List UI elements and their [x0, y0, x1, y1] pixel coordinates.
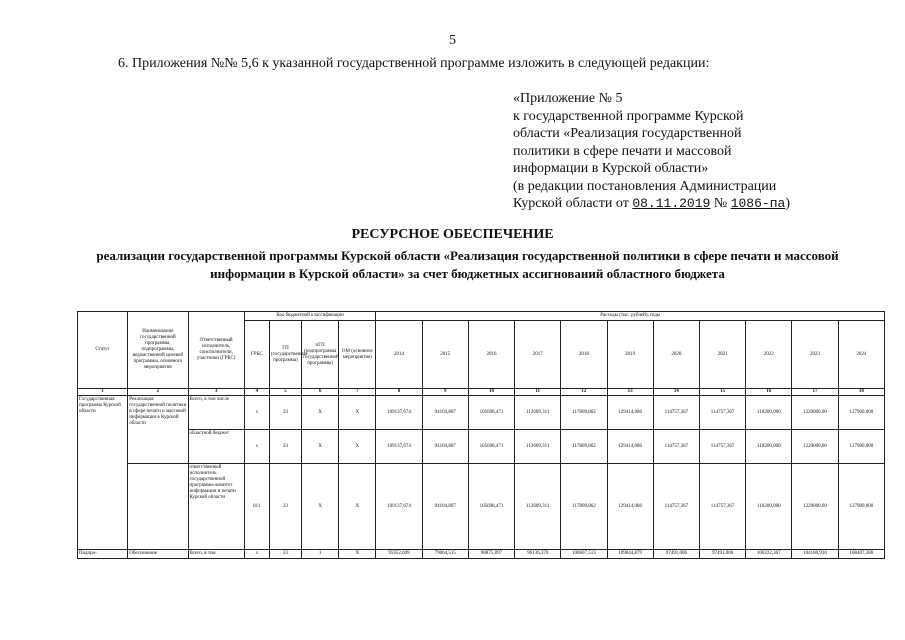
- header-expenses: Расходы (тыс. рублей), годы: [376, 312, 885, 321]
- cell-value: 105698,471: [468, 464, 514, 550]
- cell-value: 129414,086: [607, 464, 653, 550]
- column-number: 8: [376, 389, 422, 396]
- cell-value: 104180,910: [792, 550, 838, 559]
- cell-value: 97491,006: [699, 550, 745, 559]
- header-budget-code: Код бюджетной классификации: [244, 312, 376, 321]
- year-header: 2015: [422, 321, 468, 389]
- table-row: [78, 396, 885, 430]
- cell-value: 1229000,00: [792, 396, 838, 430]
- cell-gp: 23: [269, 464, 301, 550]
- cell-value: 112609,311: [515, 464, 561, 550]
- cell-value: 94104,807: [422, 430, 468, 464]
- cell-responsible: ответственный исполнитель государственной программы-комитет информации и печати Курской области: [188, 464, 244, 550]
- year-header: 2018: [561, 321, 607, 389]
- cell-value: 112609,311: [515, 396, 561, 430]
- column-number: 5: [269, 389, 301, 396]
- cell-grbs: х: [244, 396, 269, 430]
- annex-date: 08.11.2019: [632, 196, 711, 211]
- annex-number-prefix: №: [710, 196, 731, 211]
- document-title: РЕСУРСНОЕ ОБЕСПЕЧЕНИЕ: [351, 227, 554, 242]
- annex-line-2: к государственной программе Курской: [513, 108, 744, 124]
- year-header: 2017: [515, 321, 561, 389]
- year-header: 2024: [838, 321, 884, 389]
- cell-value: 1229000,00: [792, 464, 838, 550]
- cell-value: 108407,380: [838, 550, 884, 559]
- annex-line-4: политики в сфере печати и массовой: [513, 143, 732, 159]
- cell-value: 109137,674: [376, 430, 422, 464]
- page-number: 5: [449, 33, 456, 48]
- column-number: 7: [339, 389, 376, 396]
- cell-value: 114757,367: [653, 396, 699, 430]
- cell-om: Х: [339, 396, 376, 430]
- annex-line-7: [513, 195, 843, 213]
- header-gp: ГП (государственная программа): [269, 321, 301, 389]
- cell-value: 129414,086: [607, 396, 653, 430]
- cell-value: 109137,674: [376, 396, 422, 430]
- cell-value: 112609,311: [515, 430, 561, 464]
- cell-value: 94104,807: [422, 396, 468, 430]
- cell-value: 96136,376: [515, 550, 561, 559]
- column-number: 6: [302, 389, 339, 396]
- column-number: 12: [561, 389, 607, 396]
- cell-gp: 23: [269, 430, 301, 464]
- table-row: [78, 464, 885, 550]
- column-number: 16: [746, 389, 792, 396]
- table-row: [78, 430, 885, 464]
- cell-pgp: Х: [302, 464, 339, 550]
- cell-value: 90875,897: [468, 550, 514, 559]
- cell-value: 79064,515: [422, 550, 468, 559]
- cell-pgp: Х: [302, 430, 339, 464]
- cell-grbs: х: [244, 550, 269, 559]
- cell-name: Реализация государственной политики в сфере печати и массовой информации в Курской области: [128, 396, 188, 464]
- document-subtitle: реализации государственной программы Курской области «Реализация государственной политики в сфере печати и массовой информации в Курской области» за счет бюджетных ассигнований областного бюджета: [96, 248, 839, 281]
- annex-line-7-prefix: Курской области от: [513, 196, 633, 211]
- year-header: 2021: [699, 321, 745, 389]
- cell-value: 1229000,00: [792, 430, 838, 464]
- cell-pgp: Х: [302, 396, 339, 430]
- annex-line-3: области «Реализация государственной: [513, 126, 742, 141]
- year-header: 2020: [653, 321, 699, 389]
- cell-value: 127900,000: [838, 464, 884, 550]
- header-status: Статус: [78, 312, 128, 389]
- cell-om: Х: [339, 430, 376, 464]
- cell-grbs: х: [244, 430, 269, 464]
- annex-close-paren: ): [785, 196, 790, 211]
- cell-status: Подпро-: [78, 550, 128, 559]
- cell-responsible: Всего, в том числе: [188, 396, 244, 430]
- cell-value: 118200,000: [746, 430, 792, 464]
- header-responsible: Ответственный исполнитель, соисполнители, участники (ГРБС): [188, 312, 244, 389]
- header-pgp: пГП (подпрограмма государственной программы): [302, 321, 339, 389]
- cell-value: 114757,367: [699, 464, 745, 550]
- cell-value: 127900,000: [838, 396, 884, 430]
- year-header: 2022: [746, 321, 792, 389]
- column-number: 2: [128, 389, 188, 396]
- column-number: 15: [699, 389, 745, 396]
- year-header: 2019: [607, 321, 653, 389]
- cell-value: 127900,000: [838, 430, 884, 464]
- annex-line-5: информации в Курской области»: [513, 161, 709, 176]
- column-number: 11: [515, 389, 561, 396]
- cell-value: 105698,471: [468, 396, 514, 430]
- annex-number: 1086-па: [730, 196, 786, 211]
- cell-value: 97491,006: [653, 550, 699, 559]
- cell-value: 129414,086: [607, 430, 653, 464]
- cell-status: Государственная программа Курской области: [78, 396, 128, 550]
- cell-value: 118200,000: [746, 396, 792, 430]
- column-number: 1: [78, 389, 128, 396]
- year-header: 2023: [792, 321, 838, 389]
- cell-name-empty: [128, 464, 188, 550]
- cell-responsible: областной бюджет: [188, 430, 244, 464]
- column-number: 14: [653, 389, 699, 396]
- cell-value: 114757,367: [699, 396, 745, 430]
- column-number: 3: [188, 389, 244, 396]
- header-name: Наименование государственной программы, подпрограммы, ведомственной целевой программы, основного мероприятия: [128, 312, 188, 389]
- cell-value: 117809,862: [561, 396, 607, 430]
- cell-pgp: 1: [302, 550, 339, 559]
- cell-value: 117809,862: [561, 464, 607, 550]
- cell-value: 100222,367: [746, 550, 792, 559]
- cell-value: 117809,862: [561, 430, 607, 464]
- cell-value: 118200,000: [746, 464, 792, 550]
- cell-gp: 23: [269, 550, 301, 559]
- column-number: 17: [792, 389, 838, 396]
- cell-name: Обеспечение: [128, 550, 188, 559]
- table-row: [78, 550, 885, 559]
- year-header: 2016: [468, 321, 514, 389]
- cell-value: 95952,699: [376, 550, 422, 559]
- cell-value: 114757,367: [653, 430, 699, 464]
- cell-value: 94104,807: [422, 464, 468, 550]
- cell-value: 114757,367: [699, 430, 745, 464]
- cell-value: 100607,513: [561, 550, 607, 559]
- header-om: ОМ (основное мероприятие): [339, 321, 376, 389]
- annex-line-6: (в редакции постановления Администрации: [513, 178, 777, 194]
- cell-value: 105698,471: [468, 430, 514, 464]
- cell-responsible: Всего, в том: [188, 550, 244, 559]
- cell-grbs: 811: [244, 464, 269, 550]
- cell-om: Х: [339, 550, 376, 559]
- column-number-row: [78, 389, 885, 396]
- annex-header: [513, 90, 843, 213]
- intro-paragraph: 6. Приложения №№ 5,6 к указанной государственной программе изложить в следующей редакции:: [118, 56, 710, 71]
- header-grbs: ГРБС: [244, 321, 269, 389]
- column-number: 9: [422, 389, 468, 396]
- resource-table: [77, 311, 885, 559]
- year-header: 2014: [376, 321, 422, 389]
- column-number: 10: [468, 389, 514, 396]
- column-number: 4: [244, 389, 269, 396]
- cell-gp: 23: [269, 396, 301, 430]
- column-number: 18: [838, 389, 884, 396]
- cell-value: 109137,674: [376, 464, 422, 550]
- cell-value: 109844,879: [607, 550, 653, 559]
- cell-value: 114757,367: [653, 464, 699, 550]
- column-number: 13: [607, 389, 653, 396]
- cell-om: Х: [339, 464, 376, 550]
- annex-line-1: «Приложение № 5: [513, 91, 623, 106]
